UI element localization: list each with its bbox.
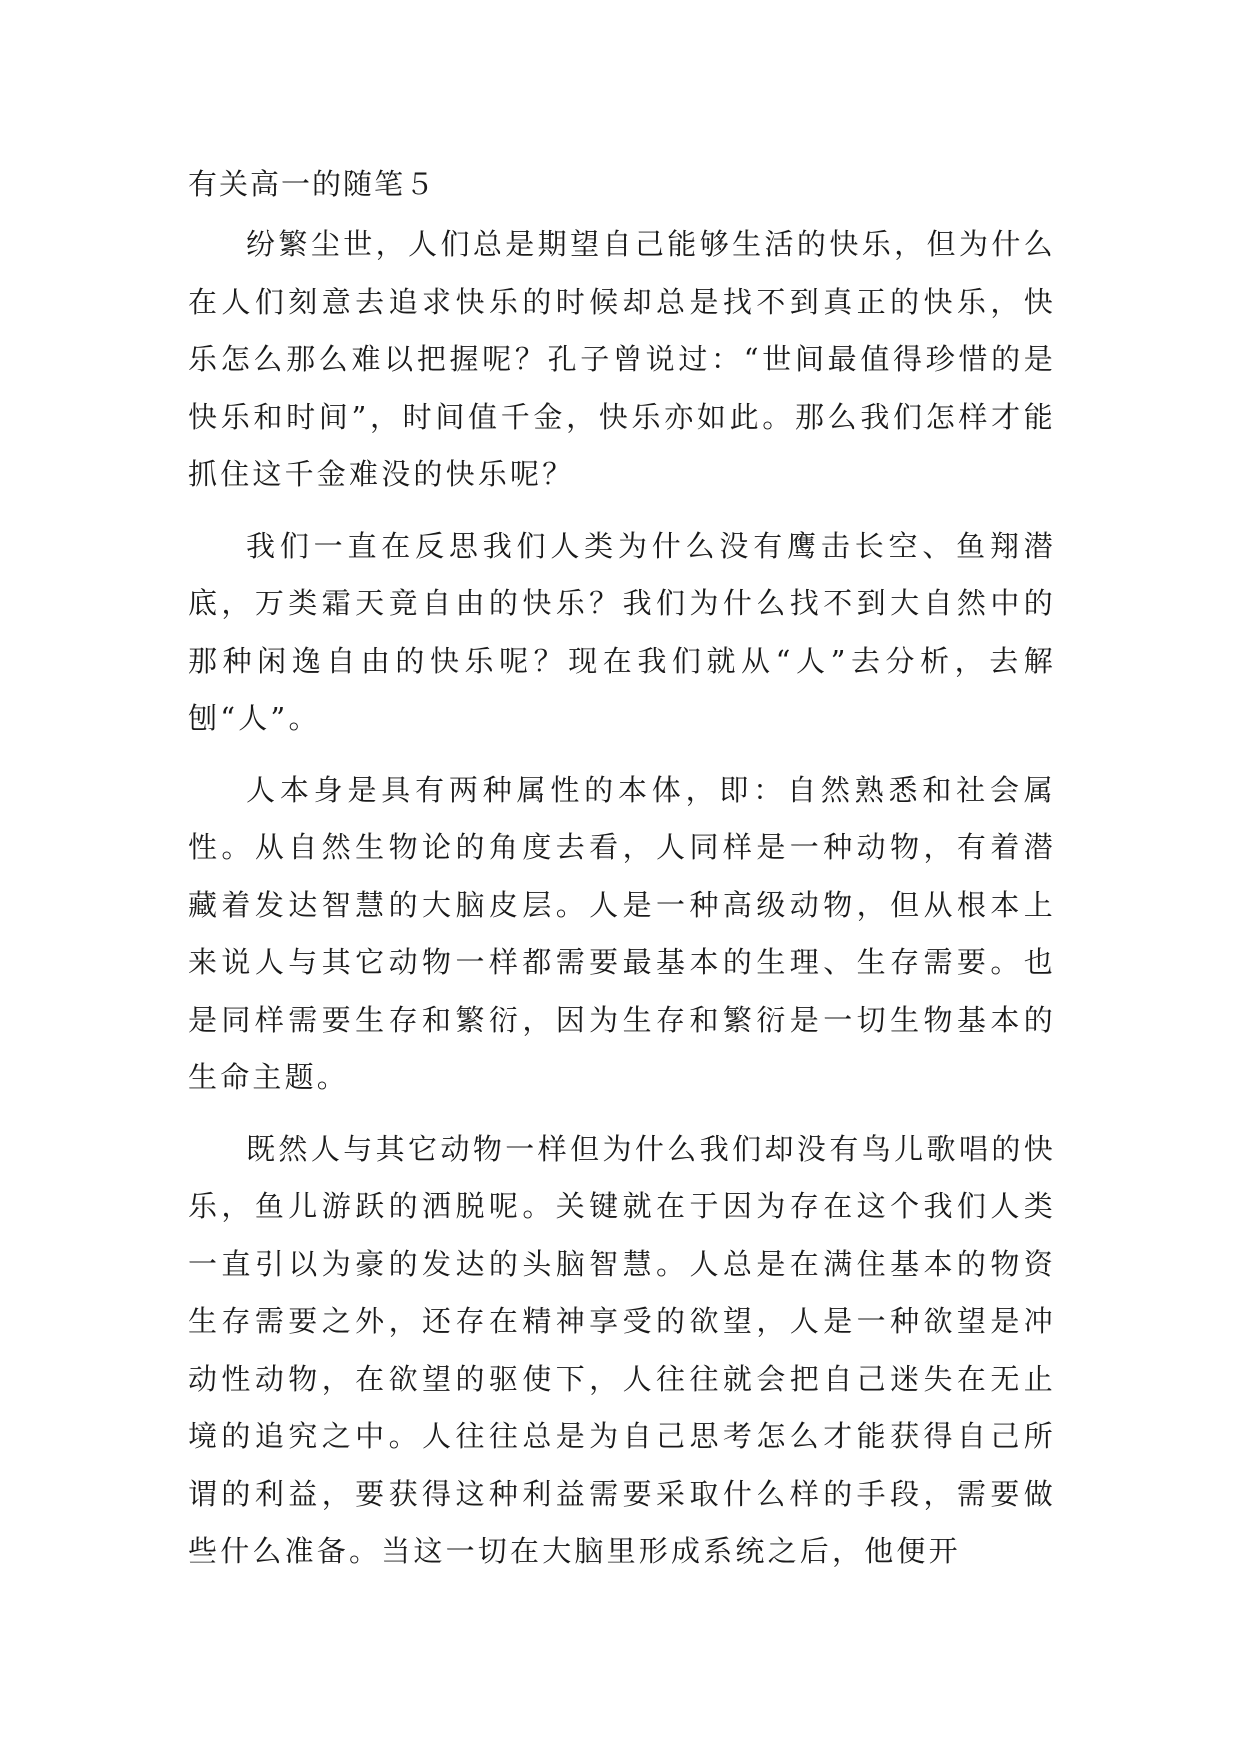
document-body xyxy=(188,162,1056,1581)
paragraph-4: 既然人与其它动物一样但为什么我们却没有鸟儿歌唱的快乐，鱼儿游跃的洒脱呢。关键就在于因为存在这个我们人类一直引以为豪的发达的头脑智慧。人总是在满住基本的物资生存需要之外，还存在精神享受的欲望，人是一种欲望是冲动性动物，在欲望的驱使下，人往往就会把自己迷失在无止境的追究之中。人往往总是为自己思考怎么才能获得自己所谓的利益，要获得这种利益需要采取什么样的手段，需要做些什么准备。当这一切在大脑里形成系统之后，他便开 xyxy=(188,1131,1056,1568)
document-title: 有关高一的随笔５ xyxy=(188,167,437,201)
paragraph-3: 人本身是具有两种属性的本体，即：自然熟悉和社会属性。从自然生物论的角度去看，人同样是一种动物，有着潜藏着发达智慧的大脑皮层。人是一种高级动物，但从根本上来说人与其它动物一样都需要最基本的生理、生存需要。也是同样需要生存和繁衍，因为生存和繁衍是一切生物基本的生命主题。 xyxy=(188,772,1056,1094)
paragraph-1: 纷繁尘世，人们总是期望自己能够生活的快乐，但为什么在人们刻意去追求快乐的时候却总是找不到真正的快乐，快乐怎么那么难以把握呢？孔子曾说过：“世间最值得珍惜的是快乐和时间”，时间值千金，快乐亦如此。那么我们怎样才能抓住这千金难没的快乐呢？ xyxy=(188,227,1056,491)
paragraph-2: 我们一直在反思我们人类为什么没有鹰击长空、鱼翔潜底，万类霜天竟自由的快乐？我们为什么找不到大自然中的那种闲逸自由的快乐呢？现在我们就从“人”去分析，去解刨“人”。 xyxy=(188,528,1056,735)
